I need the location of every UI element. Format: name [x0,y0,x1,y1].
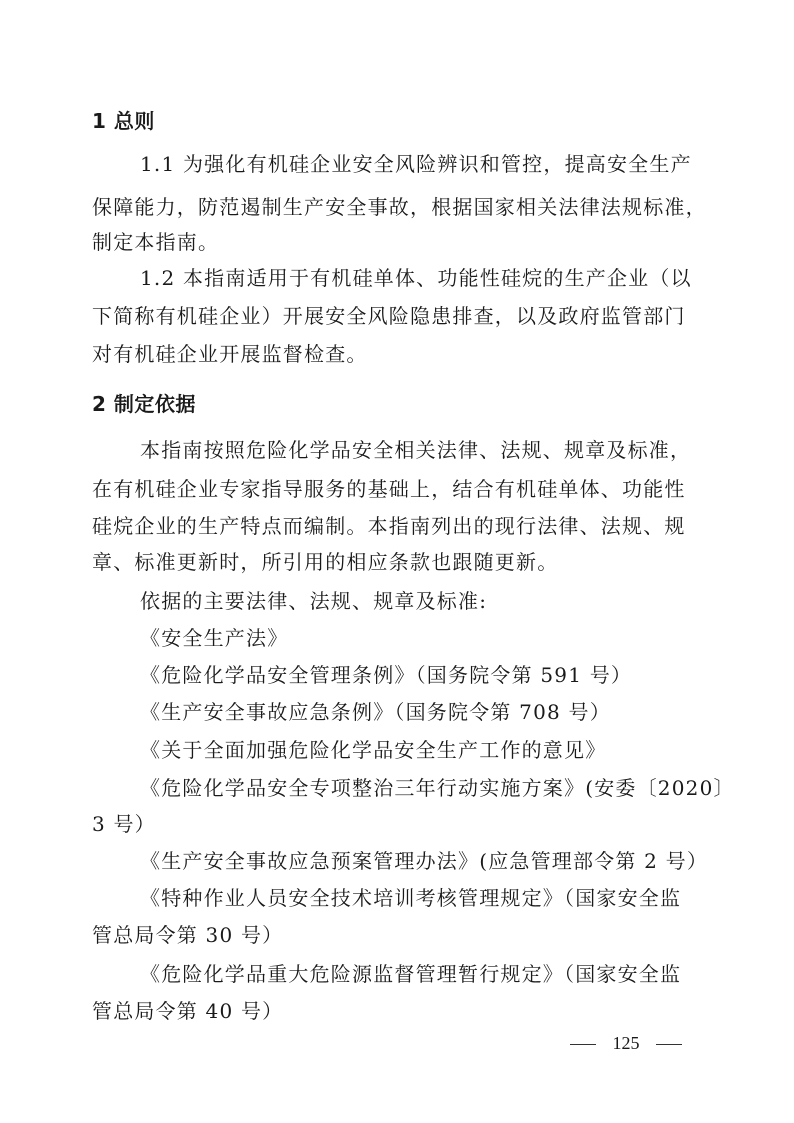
paragraph-line: 在有机硅企业专家指导服务的基础上，结合有机硅单体、功能性 [92,477,686,501]
reference-item-continuation: 3 号） [92,812,156,836]
page-number-dash-right [656,1044,682,1045]
paragraph-line: 保障能力，防范遏制生产安全事故，根据国家相关法律法规标准， [92,195,707,219]
reference-item-continuation: 管总局令第 40 号） [92,999,284,1023]
paragraph-line: 制定本指南。 [92,230,220,254]
paragraph-line: 硅烷企业的生产特点而编制。本指南列出的现行法律、法规、规 [92,514,686,538]
paragraph-line: 1.1 为强化有机硅企业安全风险辨识和管控，提高安全生产 [140,152,692,176]
paragraph-line: 章、标准更新时，所引用的相应条款也跟随更新。 [92,550,559,574]
page-number-text: 125 [612,1033,640,1053]
section-1-heading: 1 总则 [92,109,155,133]
paragraph-line: 1.2 本指南适用于有机硅单体、功能性硅烷的生产企业（以 [140,266,692,290]
reference-item-continuation: 管总局令第 30 号） [92,923,284,947]
reference-item: 《危险化学品安全专项整治三年行动实施方案》(安委〔2020〕 [140,776,735,800]
paragraph-line: 对有机硅企业开展监督检查。 [92,342,368,366]
page-number [570,1032,682,1054]
reference-item: 《生产安全事故应急条例》（国务院令第 708 号） [140,700,611,724]
paragraph-line: 本指南按照危险化学品安全相关法律、法规、规章及标准， [140,438,692,462]
reference-item: 《特种作业人员安全技术培训考核管理规定》（国家安全监 [140,886,682,910]
page-number-dash-left [570,1044,596,1045]
references-intro: 依据的主要法律、法规、规章及标准: [140,589,488,613]
reference-item: 《危险化学品重大危险源监督管理暂行规定》（国家安全监 [140,962,682,986]
reference-item: 《安全生产法》 [140,626,289,650]
reference-item: 《生产安全事故应急预案管理办法》(应急管理部令第 2 号） [140,849,709,873]
reference-item: 《危险化学品安全管理条例》（国务院令第 591 号） [140,663,633,687]
paragraph-line: 下简称有机硅企业）开展安全风险隐患排查，以及政府监管部门 [92,304,686,328]
section-2-heading: 2 制定依据 [92,392,196,416]
reference-item: 《关于全面加强危险化学品安全生产工作的意见》 [140,738,607,762]
